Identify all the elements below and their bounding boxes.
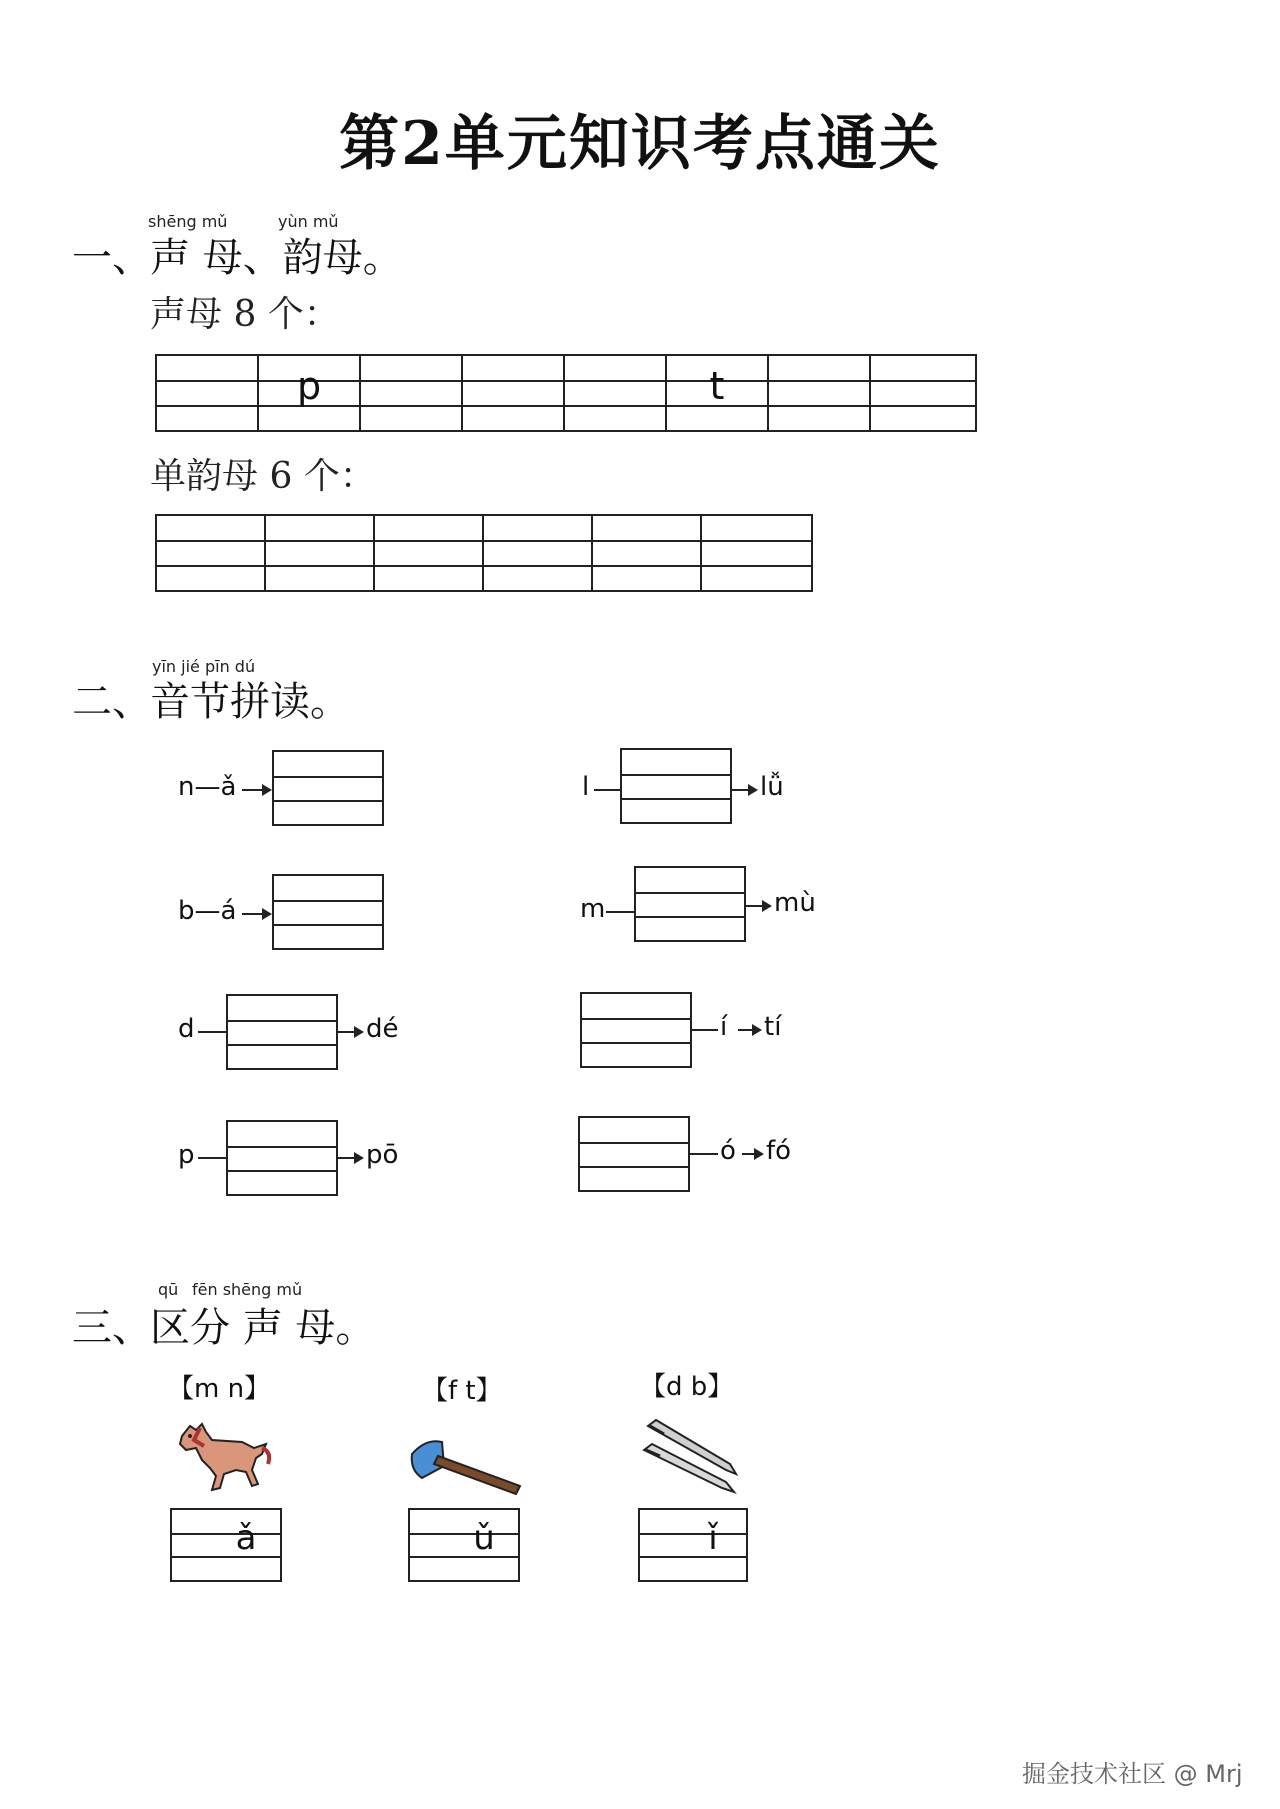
spell-box[interactable]: [578, 1116, 690, 1192]
writing-cell[interactable]: [871, 356, 975, 430]
section1-pinyin-shengmu: shēng mǔ: [148, 212, 228, 231]
writing-cell[interactable]: [157, 356, 259, 430]
writing-cell[interactable]: [375, 516, 484, 590]
spell-mid: í: [720, 1012, 728, 1042]
pens-icon: [642, 1416, 738, 1494]
spell-left: n—ǎ: [178, 772, 237, 802]
writing-cell[interactable]: [463, 356, 565, 430]
writing-cell[interactable]: t: [667, 356, 769, 430]
spell-result: mù: [774, 888, 816, 918]
spell-box[interactable]: [272, 750, 384, 826]
spell-box[interactable]: [226, 1120, 338, 1196]
section3-number: 三、: [72, 1305, 152, 1351]
section3-pinyin-qu: qū: [158, 1280, 179, 1299]
spell-result: fó: [766, 1136, 792, 1166]
spell-box[interactable]: [580, 992, 692, 1068]
section1-heading: 声 母、韵母。: [150, 235, 403, 281]
answer-box[interactable]: ǎ: [170, 1508, 282, 1582]
section2-number: 二、: [72, 679, 152, 725]
spell-mid: ó: [720, 1136, 736, 1166]
options: 【m n】: [168, 1374, 271, 1404]
shengmu-grid: [155, 354, 977, 432]
section2-pinyin: yīn jié pīn dú: [152, 657, 256, 676]
spell-box[interactable]: [620, 748, 732, 824]
spell-left: d: [178, 1014, 195, 1044]
writing-cell[interactable]: [702, 516, 811, 590]
spell-box[interactable]: [226, 994, 338, 1070]
yunmu-grid: [155, 514, 813, 592]
writing-cell[interactable]: [565, 356, 667, 430]
writing-cell[interactable]: [266, 516, 375, 590]
spell-left: p: [178, 1140, 195, 1170]
writing-cell[interactable]: [361, 356, 463, 430]
section1-pinyin-yunmu: yùn mǔ: [278, 212, 339, 231]
answer-box[interactable]: ǔ: [408, 1508, 520, 1582]
spell-left: b—á: [178, 896, 237, 926]
spell-result: tí: [764, 1012, 782, 1042]
shengmu-label: 声母 8 个：: [150, 294, 340, 335]
options: 【f t】: [422, 1376, 502, 1406]
watermark: 掘金技术社区 @ Mrj: [1022, 1760, 1243, 1788]
writing-cell[interactable]: [769, 356, 871, 430]
yunmu-label: 单韵母 6 个：: [150, 456, 376, 497]
spell-result: lǚ: [760, 772, 784, 802]
spell-result: pō: [366, 1140, 399, 1170]
section2-heading: 音节拼读。: [150, 679, 350, 725]
section3-heading: 区分 声 母。: [150, 1305, 376, 1351]
spell-left: l: [582, 772, 590, 802]
spell-left: m: [580, 894, 606, 924]
options: 【d b】: [640, 1372, 734, 1402]
page-title: 第2单元知识考点通关: [339, 109, 941, 179]
spell-box[interactable]: [272, 874, 384, 950]
horse-icon: [172, 1418, 272, 1496]
spell-box[interactable]: [634, 866, 746, 942]
answer-box[interactable]: ǐ: [638, 1508, 748, 1582]
writing-cell[interactable]: [157, 516, 266, 590]
spell-result: dé: [366, 1014, 399, 1044]
writing-cell[interactable]: p: [259, 356, 361, 430]
section1-number: 一、: [72, 235, 152, 281]
section3-pinyin-fenshengmu: fēn shēng mǔ: [192, 1280, 303, 1299]
writing-cell[interactable]: [484, 516, 593, 590]
writing-cell[interactable]: [593, 516, 702, 590]
axe-icon: [408, 1432, 526, 1498]
